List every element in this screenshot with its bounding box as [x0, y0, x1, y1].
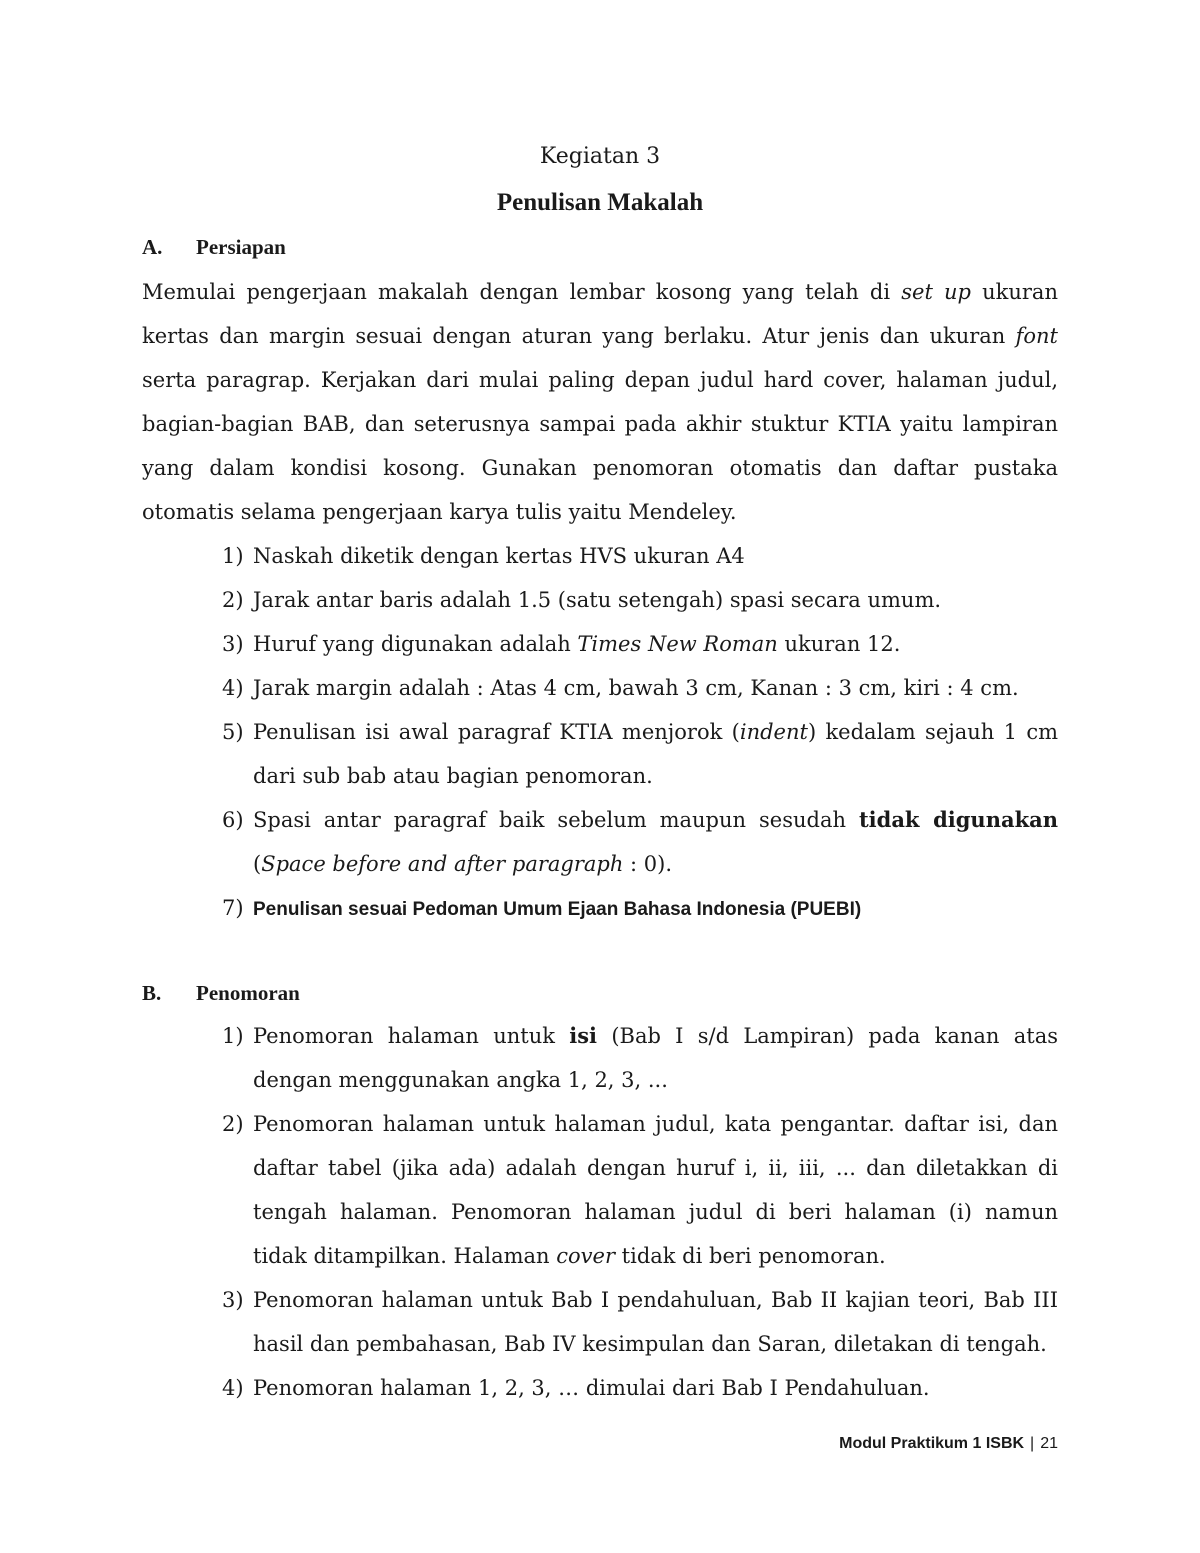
intro-emphasis-font: font [1015, 324, 1058, 348]
section-a-intro [142, 270, 1058, 534]
list-item [222, 534, 1058, 578]
list-item-emphasis: Times New Roman [577, 632, 778, 656]
list-item-text: Penomoran halaman 1, 2, 3, … dimulai dari Bab I Pendahuluan. [253, 1376, 930, 1400]
section-a-list [222, 534, 1058, 932]
list-item [222, 710, 1058, 798]
list-item-text: ukuran 12. [777, 632, 901, 656]
list-number: 2) [222, 588, 244, 612]
list-item-text: (Bab I s/d Lampiran) pada kanan atas dengan menggunakan angka 1, 2, 3, ... [253, 1024, 1058, 1092]
list-item [222, 578, 1058, 622]
list-item-emphasis: cover [556, 1244, 615, 1268]
list-item [222, 666, 1058, 710]
list-item-text: : 0). [623, 852, 673, 876]
intro-emphasis-setup: set up [901, 280, 971, 304]
list-item-text: ( [253, 852, 262, 876]
intro-text-1: Memulai pengerjaan makalah dengan lembar kosong yang telah di [142, 280, 902, 304]
list-item-text: Penomoran halaman untuk [253, 1024, 570, 1048]
page-footer [839, 1432, 1058, 1456]
list-number: 4) [222, 676, 244, 700]
list-item [222, 1366, 1058, 1410]
list-number: 3) [222, 1288, 244, 1312]
list-item-text: Jarak margin adalah : Atas 4 cm, bawah 3 cm, Kanan : 3 cm, kiri : 4 cm. [253, 676, 1019, 700]
list-item [222, 886, 1058, 932]
list-item-strong: isi [569, 1023, 598, 1048]
list-number: 7) [222, 896, 244, 920]
list-item [222, 798, 1058, 886]
list-item [222, 1278, 1058, 1366]
section-a-letter: A. [142, 235, 163, 259]
list-number: 5) [222, 720, 244, 744]
section-b-heading [142, 978, 1062, 1008]
list-item-emphasis: indent [739, 720, 808, 744]
list-number: 4) [222, 1376, 244, 1400]
list-item-text: tidak di beri penomoran. [614, 1244, 886, 1268]
section-b-list [222, 1014, 1058, 1410]
list-item-strong: Penulisan sesuai Pedoman Umum Ejaan Bahasa Indonesia (PUEBI) [253, 899, 862, 920]
footer-separator: | [1030, 1435, 1035, 1452]
list-item-text: Spasi antar paragraf baik sebelum maupun sesudah [253, 808, 859, 832]
list-item-text: ) kedalam sejauh 1 cm dari sub bab atau bagian penomoran. [253, 720, 1058, 788]
list-number: 2) [222, 1112, 244, 1136]
list-item-text: Penulisan isi awal paragraf KTIA menjorok ( [253, 720, 740, 744]
list-number: 3) [222, 632, 244, 656]
page-number: 21 [1040, 1435, 1058, 1452]
section-b-letter: B. [142, 981, 162, 1005]
section-a-heading [142, 232, 1062, 262]
list-item-text: Huruf yang digunakan adalah [253, 632, 578, 656]
list-item-text: Naskah diketik dengan kertas HVS ukuran A4 [253, 544, 745, 568]
list-number: 1) [222, 1024, 244, 1048]
list-item [222, 1102, 1058, 1278]
list-item-text: Penomoran halaman untuk halaman judul, kata pengantar. daftar isi, dan daftar tabel (jika ada) adalah dengan huruf i, ii, iii, ... dan diletakkan di tengah halaman. Penomoran halaman judul di beri halaman (i) namun tidak ditampilkan. Halaman [253, 1112, 1058, 1268]
intro-text-2: ukuran kertas dan margin sesuai dengan aturan yang berlaku. Atur jenis dan ukuran [142, 280, 1058, 348]
list-item-strong: tidak digunakan [858, 807, 1058, 832]
list-number: 6) [222, 808, 244, 832]
intro-text-3: serta paragrap. Kerjakan dari mulai paling depan judul hard cover, halaman judul, bagian-bagian BAB, dan seterusnya sampai pada akhir stuktur KTIA yaitu lampiran yang dalam kondisi kosong. Gunakan penomoran otomatis dan daftar pustaka otomatis selama pengerjaan karya tulis yaitu Mendeley. [142, 368, 1058, 524]
list-item [222, 1014, 1058, 1102]
section-a-title: Persiapan [196, 235, 286, 259]
list-item-emphasis: Space before and after paragraph [261, 852, 624, 876]
page-title: Penulisan Makalah [496, 189, 704, 216]
activity-label: Kegiatan 3 [539, 144, 661, 169]
list-number: 1) [222, 544, 244, 568]
list-item [222, 622, 1058, 666]
footer-label: Modul Praktikum 1 ISBK [839, 1435, 1025, 1452]
section-b-title: Penomoran [196, 981, 300, 1005]
list-item-text: Penomoran halaman untuk Bab I pendahuluan, Bab II kajian teori, Bab III hasil dan pembahasan, Bab IV kesimpulan dan Saran, diletakan di tengah. [253, 1288, 1058, 1356]
list-item-text: Jarak antar baris adalah 1.5 (satu setengah) spasi secara umum. [253, 588, 942, 612]
